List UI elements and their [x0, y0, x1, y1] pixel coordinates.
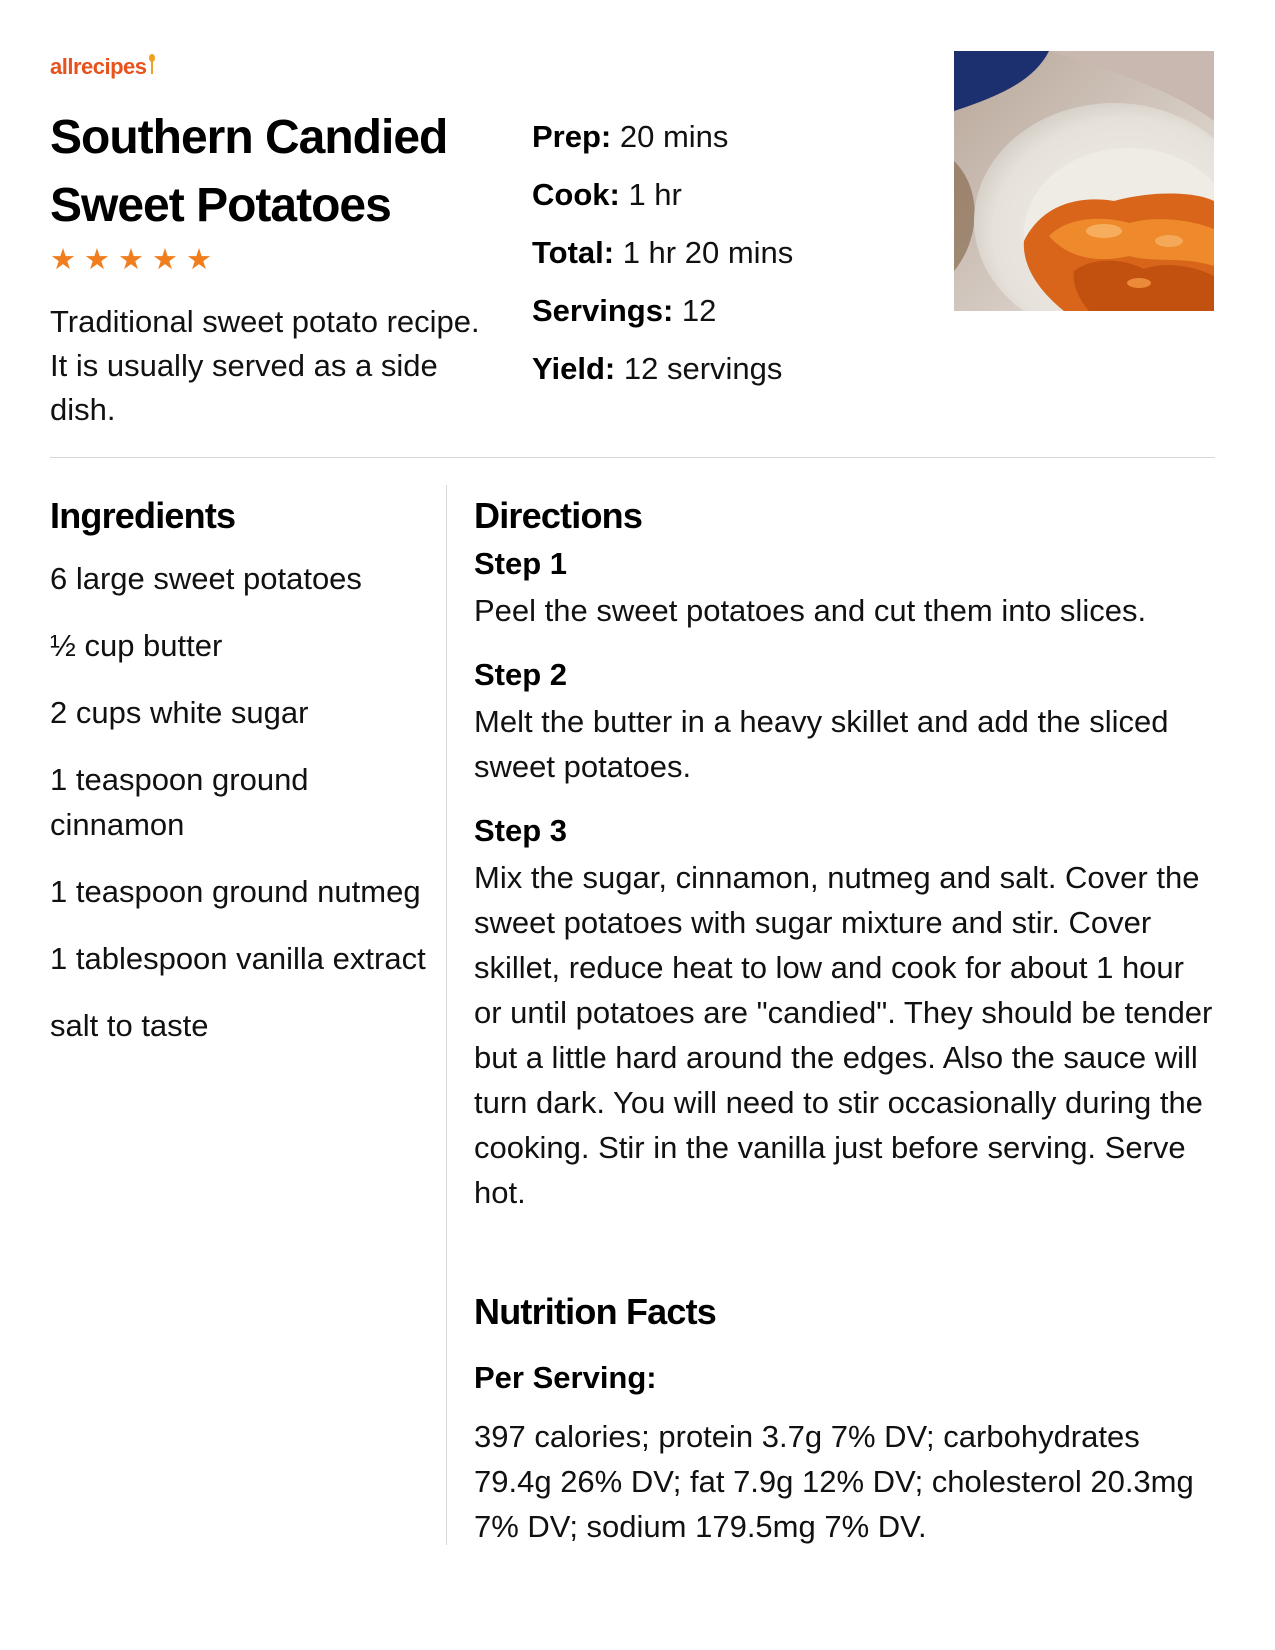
step-label: Step 1: [474, 546, 568, 581]
recipe-description: Traditional sweet potato recipe. It is usually served as a side dish.: [50, 304, 480, 427]
meta-label: Cook:: [532, 177, 620, 212]
ingredient-item: 2 cups white sugar: [50, 695, 309, 730]
nutrition-heading: Nutrition Facts: [474, 1291, 717, 1332]
ingredients-heading: Ingredients: [50, 495, 236, 536]
star-icon: ★: [118, 242, 144, 276]
ingredient-item: 6 large sweet potatoes: [50, 561, 362, 596]
logo-text: allrecipes: [50, 54, 147, 79]
star-icon: ★: [152, 242, 178, 276]
meta-value: 20 mins: [619, 119, 729, 154]
ingredient-item: ½ cup butter: [50, 628, 223, 663]
step-text: Mix the sugar, cinnamon, nutmeg and salt. Cover the sweet potatoes with sugar mixture and stir. Cover skillet, reduce heat to low and cook for about 1 hour or until potatoes are "candied". They should be tender but a little hard around the edges. Also the sauce will turn dark. You will need to stir occasionally during the cooking. Stir in the vanilla just before serving. Serve hot.: [474, 860, 1213, 1210]
allrecipes-logo: [50, 54, 155, 80]
meta-servings: [532, 282, 793, 340]
directions-section: [474, 494, 1219, 1215]
ingredient-item: 1 teaspoon ground nutmeg: [50, 874, 421, 909]
recipe-meta-list: [532, 108, 793, 398]
recipe-photo: [954, 51, 1214, 311]
meta-label: Servings:: [532, 293, 674, 328]
direction-step: [474, 544, 1219, 633]
ingredients-section: [50, 494, 430, 1070]
star-rating: [50, 244, 212, 274]
spoon-icon: [149, 54, 155, 76]
star-icon: ★: [84, 242, 110, 276]
ingredient-item: 1 tablespoon vanilla extract: [50, 941, 426, 976]
horizontal-divider: [50, 457, 1215, 458]
vertical-divider: [446, 485, 447, 1545]
meta-prep: [532, 108, 793, 166]
step-text: Melt the butter in a heavy skillet and add the sliced sweet potatoes.: [474, 704, 1169, 784]
ingredient-item: 1 teaspoon ground cinnamon: [50, 762, 309, 842]
step-label: Step 2: [474, 657, 568, 692]
direction-step: [474, 655, 1219, 789]
meta-label: Total:: [532, 235, 615, 270]
nutrition-text: 397 calories; protein 3.7g 7% DV; carbohydrates 79.4g 26% DV; fat 7.9g 12% DV; cholesterol 20.3mg 7% DV; sodium 179.5mg 7% DV.: [474, 1419, 1194, 1544]
meta-cook: [532, 166, 793, 224]
recipe-title: Southern Candied Sweet Potatoes: [50, 111, 448, 232]
nutrition-section: [474, 1290, 1219, 1549]
meta-value: 1 hr 20 mins: [622, 235, 794, 270]
star-icon: ★: [50, 242, 76, 276]
direction-step: [474, 811, 1219, 1215]
ingredient-item: salt to taste: [50, 1008, 209, 1043]
ingredients-list: [50, 556, 430, 1048]
meta-value: 12: [681, 293, 717, 328]
step-text: Peel the sweet potatoes and cut them into slices.: [474, 593, 1147, 628]
star-icon: ★: [186, 242, 212, 276]
directions-heading: Directions: [474, 495, 643, 536]
meta-total: [532, 224, 793, 282]
meta-value: 12 servings: [623, 351, 783, 386]
meta-label: Prep:: [532, 119, 612, 154]
meta-yield: [532, 340, 793, 398]
step-label: Step 3: [474, 813, 568, 848]
meta-value: 1 hr: [628, 177, 682, 212]
per-serving-label: Per Serving:: [474, 1360, 657, 1395]
meta-label: Yield:: [532, 351, 616, 386]
